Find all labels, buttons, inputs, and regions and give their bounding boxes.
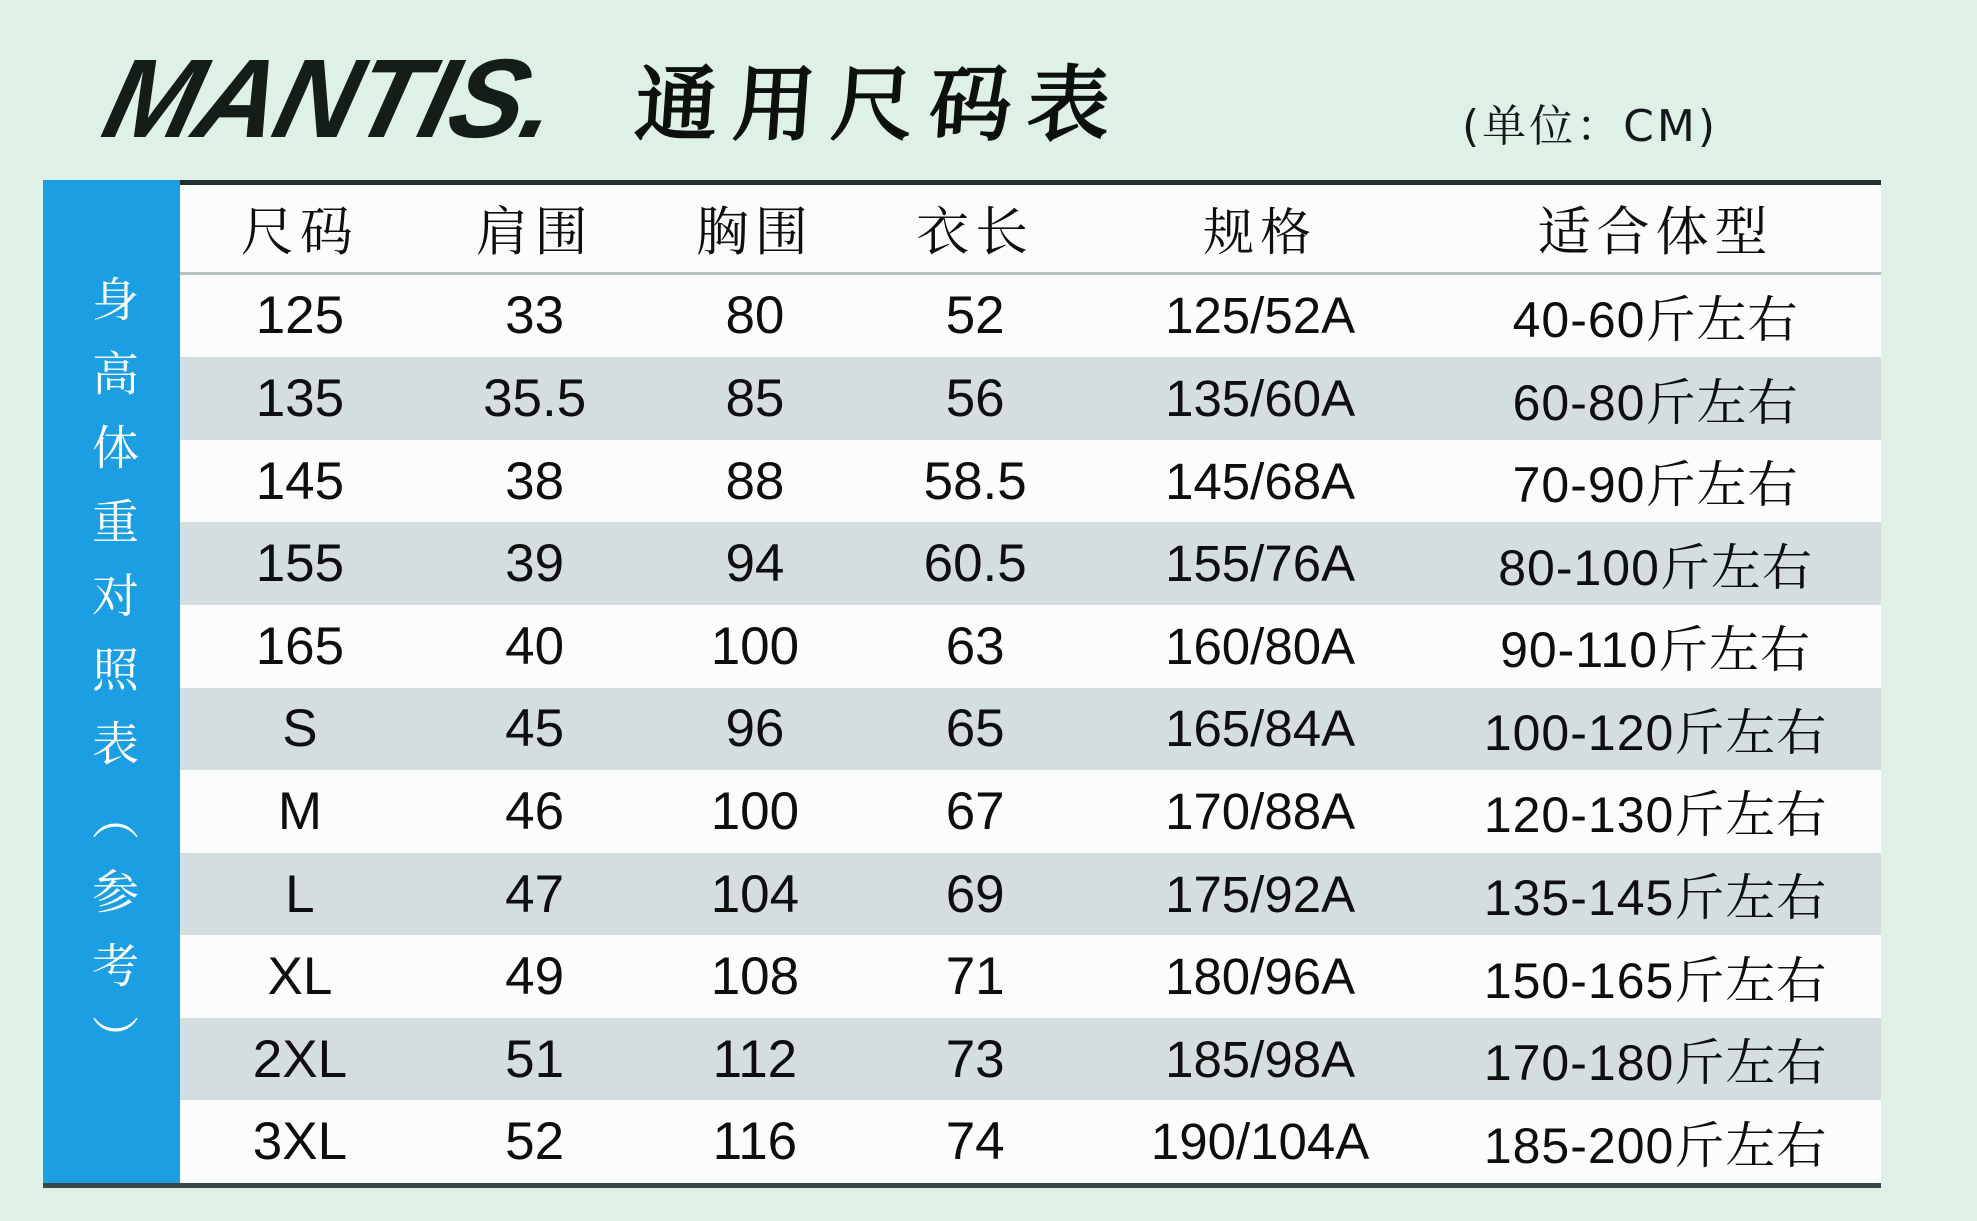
cell-size: S bbox=[282, 699, 318, 759]
unit-note: (单位：CM) bbox=[1462, 101, 1719, 152]
column-header-length: 衣长 bbox=[916, 203, 1035, 263]
cell-fit: 40-60斤左右 bbox=[1512, 291, 1799, 348]
size-table-area bbox=[43, 180, 1881, 1188]
table-row bbox=[180, 357, 1881, 440]
cell-chest: 100 bbox=[710, 781, 800, 841]
table-row bbox=[180, 853, 1881, 936]
cell-size: 145 bbox=[255, 451, 345, 511]
table-row bbox=[180, 935, 1881, 1018]
sidebar-height-weight-bar bbox=[43, 180, 180, 1183]
cell-fit: 185-200斤左右 bbox=[1483, 1117, 1828, 1174]
cell-shoulder: 33 bbox=[505, 286, 565, 346]
cell-size: L bbox=[285, 864, 315, 924]
cell-spec: 125/52A bbox=[1165, 287, 1356, 345]
table-body bbox=[180, 275, 1881, 1183]
cell-chest: 96 bbox=[725, 699, 785, 759]
cell-length: 71 bbox=[945, 947, 1005, 1007]
table-row bbox=[180, 522, 1881, 605]
cell-shoulder: 46 bbox=[505, 781, 565, 841]
cell-length: 56 bbox=[945, 369, 1005, 429]
table-row bbox=[180, 1018, 1881, 1101]
cell-fit: 80-100斤左右 bbox=[1498, 539, 1813, 596]
cell-chest: 104 bbox=[710, 864, 800, 924]
table-row bbox=[180, 1100, 1881, 1183]
cell-length: 60.5 bbox=[923, 534, 1027, 594]
cell-fit: 170-180斤左右 bbox=[1483, 1035, 1828, 1092]
cell-size: 135 bbox=[255, 369, 345, 429]
table-row bbox=[180, 770, 1881, 853]
cell-fit: 70-90斤左右 bbox=[1512, 457, 1799, 514]
table-row bbox=[180, 440, 1881, 523]
table-row bbox=[180, 275, 1881, 358]
cell-spec: 165/84A bbox=[1165, 700, 1356, 758]
cell-size: XL bbox=[267, 947, 333, 1007]
cell-length: 52 bbox=[945, 286, 1005, 346]
cell-size: 155 bbox=[255, 534, 345, 594]
page-title: 通用尺码表 bbox=[632, 58, 1129, 153]
column-header-size: 尺码 bbox=[240, 203, 359, 263]
cell-shoulder: 45 bbox=[505, 699, 565, 759]
cell-chest: 85 bbox=[725, 369, 785, 429]
column-header-chest: 胸围 bbox=[695, 203, 814, 263]
cell-length: 74 bbox=[945, 1112, 1005, 1172]
sidebar-label: 身高体重对照表（参考） bbox=[84, 274, 139, 1089]
cell-shoulder: 35.5 bbox=[483, 369, 587, 429]
cell-spec: 170/88A bbox=[1165, 782, 1356, 840]
cell-fit: 60-80斤左右 bbox=[1512, 374, 1799, 431]
cell-spec: 185/98A bbox=[1165, 1030, 1356, 1088]
cell-size: 125 bbox=[255, 286, 345, 346]
cell-length: 65 bbox=[945, 699, 1005, 759]
size-table bbox=[180, 180, 1881, 1183]
cell-length: 63 bbox=[945, 616, 1005, 676]
column-header-shoulder: 肩围 bbox=[475, 203, 594, 263]
cell-shoulder: 51 bbox=[505, 1029, 565, 1089]
cell-shoulder: 47 bbox=[505, 864, 565, 924]
cell-spec: 160/80A bbox=[1165, 617, 1356, 675]
cell-spec: 190/104A bbox=[1150, 1113, 1370, 1171]
cell-chest: 88 bbox=[725, 451, 785, 511]
table-row bbox=[180, 605, 1881, 688]
cell-size: 165 bbox=[255, 616, 345, 676]
cell-chest: 80 bbox=[725, 286, 785, 346]
cell-chest: 108 bbox=[710, 947, 800, 1007]
table-header-row bbox=[180, 185, 1881, 275]
cell-length: 73 bbox=[945, 1029, 1005, 1089]
cell-chest: 94 bbox=[725, 534, 785, 594]
cell-fit: 90-110斤左右 bbox=[1500, 622, 1812, 679]
cell-fit: 120-130斤左右 bbox=[1483, 787, 1828, 844]
cell-fit: 135-145斤左右 bbox=[1483, 870, 1828, 927]
column-header-spec: 规格 bbox=[1203, 204, 1318, 262]
cell-shoulder: 39 bbox=[505, 534, 565, 594]
cell-shoulder: 40 bbox=[505, 616, 565, 676]
cell-chest: 100 bbox=[710, 616, 800, 676]
cell-fit: 100-120斤左右 bbox=[1483, 704, 1828, 761]
cell-length: 58.5 bbox=[923, 451, 1027, 511]
cell-length: 69 bbox=[945, 864, 1005, 924]
cell-shoulder: 49 bbox=[505, 947, 565, 1007]
table-row bbox=[180, 688, 1881, 771]
cell-spec: 145/68A bbox=[1165, 452, 1356, 510]
cell-spec: 155/76A bbox=[1165, 535, 1356, 593]
cell-chest: 116 bbox=[712, 1112, 798, 1172]
cell-shoulder: 38 bbox=[505, 451, 565, 511]
cell-shoulder: 52 bbox=[505, 1112, 565, 1172]
cell-size: 2XL bbox=[252, 1029, 348, 1089]
cell-spec: 135/60A bbox=[1165, 370, 1356, 428]
cell-size: M bbox=[277, 781, 322, 841]
cell-fit: 150-165斤左右 bbox=[1483, 952, 1828, 1009]
cell-spec: 175/92A bbox=[1165, 865, 1356, 923]
cell-size: 3XL bbox=[252, 1112, 348, 1172]
column-header-fit: 适合体型 bbox=[1537, 203, 1774, 263]
brand-logo: MANTIS. bbox=[92, 36, 571, 161]
cell-chest: 112 bbox=[712, 1029, 798, 1089]
cell-spec: 180/96A bbox=[1165, 948, 1356, 1006]
cell-length: 67 bbox=[945, 781, 1005, 841]
